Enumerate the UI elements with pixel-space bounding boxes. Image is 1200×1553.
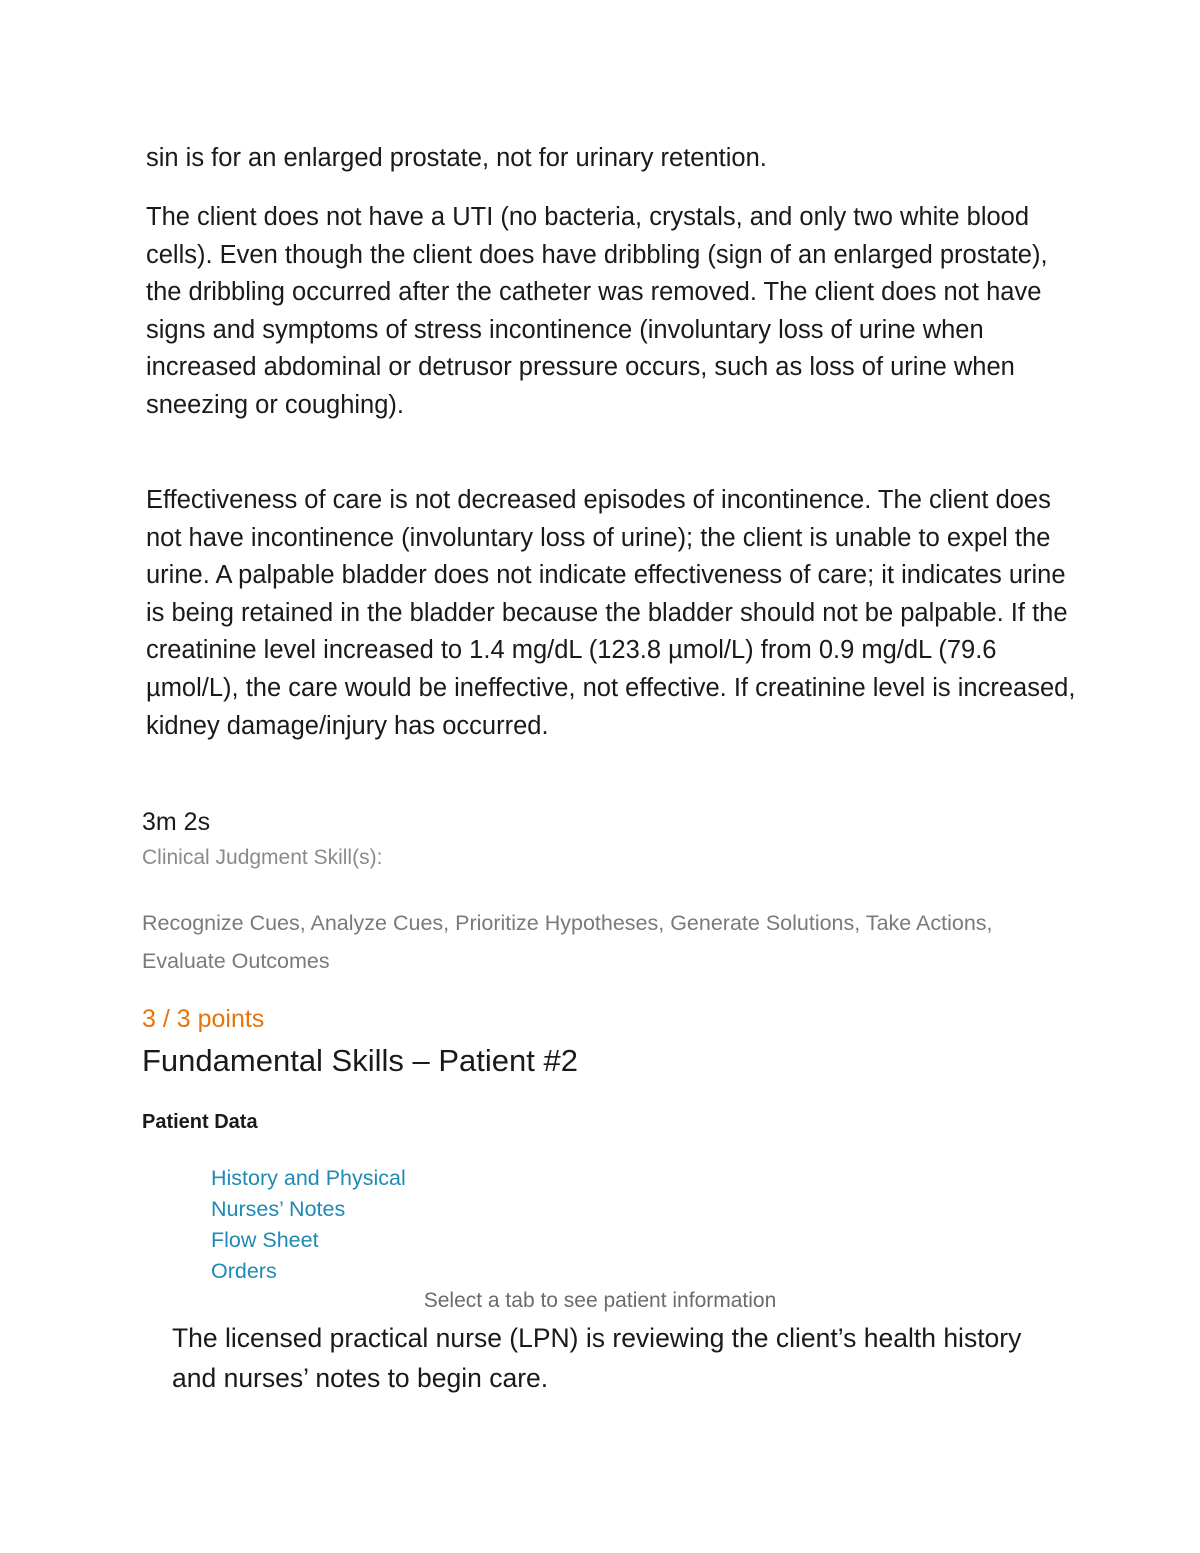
rationale-paragraph-3: Effectiveness of care is not decreased episodes of incontinence. The client does not have incontinence (involuntary loss of urine); the client is unable to expel the urine. A palpable bladder does not indicate effectiveness of care; it indicates urine is being retained in the bladder because the bladder should not be palpable. If the creatinine level increased to 1.4 mg/dL (123.8 µmol/L) from 0.9 mg/dL (79.6 µmol/L), the care would be ineffective, not effective. If creatinine level is increased, kidney damage/injury has occurred. <box>146 486 1076 740</box>
rationale-paragraph-2: The client does not have a UTI (no bacteria, crystals, and only two white blood cells). Even though the client does have dribbling (sign of an enlarged prostate), the dribbling occurred after the catheter was removed. The client does not have signs and symptoms of stress incontinence (involuntary loss of urine when increased abdominal or detrusor pressure occurs, such as loss of urine when sneezing or coughing). <box>146 203 1048 419</box>
tab-nurses-notes[interactable]: Nurses’ Notes <box>211 1197 346 1221</box>
clinical-judgment-label: Clinical Judgment Skill(s): <box>142 846 383 869</box>
rationale-paragraph-1: sin is for an enlarged prostate, not for urinary retention. <box>146 144 767 172</box>
score-points: 3 / 3 points <box>142 1005 265 1033</box>
scenario-text: The licensed practical nurse (LPN) is reviewing the client’s health history and nurses’ notes to begin care. <box>172 1323 1022 1393</box>
patient-data-heading: Patient Data <box>142 1111 258 1133</box>
patient-data-tabs <box>211 1163 406 1287</box>
tab-history-and-physical[interactable]: History and Physical <box>211 1166 406 1190</box>
elapsed-time: 3m 2s <box>142 808 211 836</box>
clinical-judgment-skills: Recognize Cues, Analyze Cues, Prioritize Hypotheses, Generate Solutions, Take Actions, Evaluate Outcomes <box>142 911 993 973</box>
tab-flow-sheet[interactable]: Flow Sheet <box>211 1228 319 1252</box>
section-title: Fundamental Skills – Patient #2 <box>142 1043 578 1078</box>
tab-orders[interactable]: Orders <box>211 1259 277 1283</box>
tab-hint: Select a tab to see patient information <box>423 1289 777 1312</box>
